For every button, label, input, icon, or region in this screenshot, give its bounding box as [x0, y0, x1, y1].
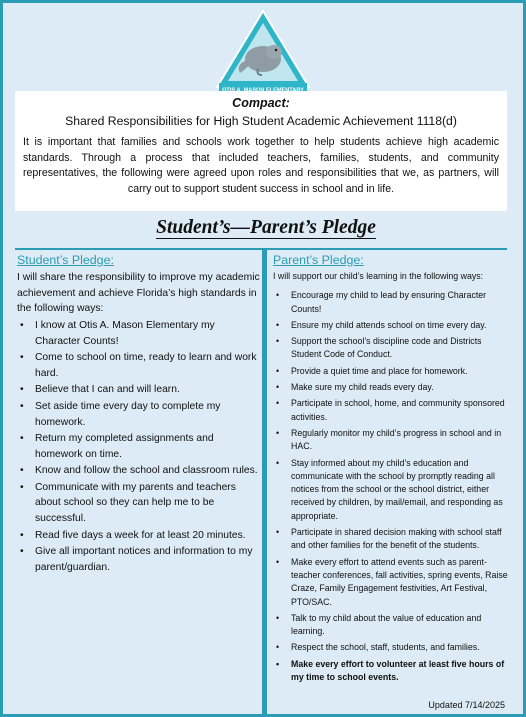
compact-body: It is important that families and schools work together to help students achieve high academic standards. Through a process that included teachers, families, students, and community representatives, the following were agreed upon roles and responsibilities that we, as partners, will carry out to support student success in school and in life.	[23, 136, 499, 195]
parent-pledge-heading: Parent’s Pledge:	[273, 253, 364, 267]
bullet-icon: •	[20, 465, 24, 477]
list-item: • Return my completed assignments and homework on time.	[20, 433, 214, 460]
bullet-icon: •	[276, 658, 280, 669]
list-item: • Ensure my child attends school on time every day.	[271, 319, 511, 332]
list-item: • Provide a quiet time and place for homework.	[271, 365, 511, 378]
student-pledge-column	[15, 252, 260, 576]
bullet-icon: •	[276, 382, 280, 393]
list-item: • Stay informed about my child’s education and communicate with the school by promptly reading all notices from the school or the school district, either received by children, by mail/email, and responding as appropriate.	[276, 457, 503, 521]
manatee-icon	[214, 9, 312, 95]
bullet-icon: •	[276, 365, 280, 376]
student-pledge-heading: Student’s Pledge:	[17, 253, 114, 267]
list-item: • Set aside time every day to complete my homework.	[20, 400, 221, 428]
bullet-icon: •	[276, 642, 280, 653]
compact-title: Compact:	[232, 96, 290, 110]
bullet-icon: •	[276, 457, 280, 468]
bullet-icon: •	[20, 352, 24, 364]
bullet-icon: •	[20, 546, 24, 558]
list-item: • Respect the school, staff, students, and families.	[271, 641, 511, 654]
compact-panel	[15, 91, 507, 211]
student-pledge-intro: I will share the responsibility to improve my academic achievement and achieve Florida’s high standards in the following ways:	[17, 272, 260, 315]
school-logo	[214, 9, 312, 95]
column-divider	[262, 250, 267, 715]
bullet-icon: •	[20, 529, 24, 541]
compact-subtitle: Shared Responsibilities for High Student Academic Achievement 1118(d)	[65, 114, 457, 128]
bullet-icon: •	[276, 398, 280, 409]
bullet-icon: •	[276, 612, 280, 623]
pledge-title	[3, 217, 526, 239]
list-item: • Come to school on time, ready to learn and work hard.	[20, 352, 257, 379]
section-divider-line	[15, 248, 507, 250]
bullet-icon: •	[276, 427, 280, 438]
list-item: • Make sure my child reads every day.	[271, 381, 511, 394]
list-item: • Believe that I can and will learn.	[15, 382, 260, 398]
updated-date: Updated 7/14/2025	[428, 700, 505, 710]
student-pledge-list	[15, 318, 260, 576]
bullet-icon: •	[276, 336, 280, 347]
bullet-icon: •	[20, 433, 24, 445]
bullet-icon: •	[20, 384, 24, 396]
list-item: • I know at Otis A. Mason Elementary my Character Counts!	[20, 319, 215, 347]
list-item: • Regularly monitor my child’s progress in school and in HAC.	[276, 427, 502, 452]
pledge-title-text: Student’s—Parent’s Pledge	[156, 217, 376, 238]
list-item: • Give all important notices and information to my parent/guardian.	[20, 546, 253, 573]
parent-pledge-list	[271, 289, 511, 684]
bullet-icon: •	[276, 527, 280, 538]
list-item: • Participate in shared decision making with school staff and other families for the benefit of the students.	[276, 527, 502, 551]
bullet-icon: •	[276, 556, 280, 567]
bullet-icon: •	[276, 290, 280, 301]
list-item: • Talk to my child about the value of education and learning.	[276, 612, 482, 637]
list-item: • Encourage my child to lead by ensuring Character Counts!	[276, 290, 487, 314]
bullet-icon: •	[20, 319, 24, 331]
list-item: • Support the school’s discipline code and Districts Student Code of Conduct.	[276, 336, 482, 360]
list-item: • Communicate with my parents and teachers about school so they can help me to be successful.	[20, 481, 236, 525]
bullet-icon: •	[276, 319, 280, 330]
list-item: • Know and follow the school and classroom rules.	[15, 463, 260, 479]
list-item: • Participate in school, home, and community sponsored activities.	[276, 398, 505, 422]
parent-pledge-intro: I will support our child’s learning in the following ways:	[273, 271, 484, 281]
parent-pledge-column	[271, 252, 511, 684]
list-item: • Make every effort to volunteer at least five hours of my time to school events.	[276, 658, 505, 683]
list-item: • Make every effort to attend events such as parent-teacher conferences, fall activities, spring events, Raise Craze, Family Engagement festivities, Art Festival, PTO/SAC.	[276, 556, 508, 607]
bullet-icon: •	[20, 400, 24, 412]
bullet-icon: •	[20, 481, 24, 493]
list-item: • Read five days a week for at least 20 minutes.	[15, 528, 260, 544]
